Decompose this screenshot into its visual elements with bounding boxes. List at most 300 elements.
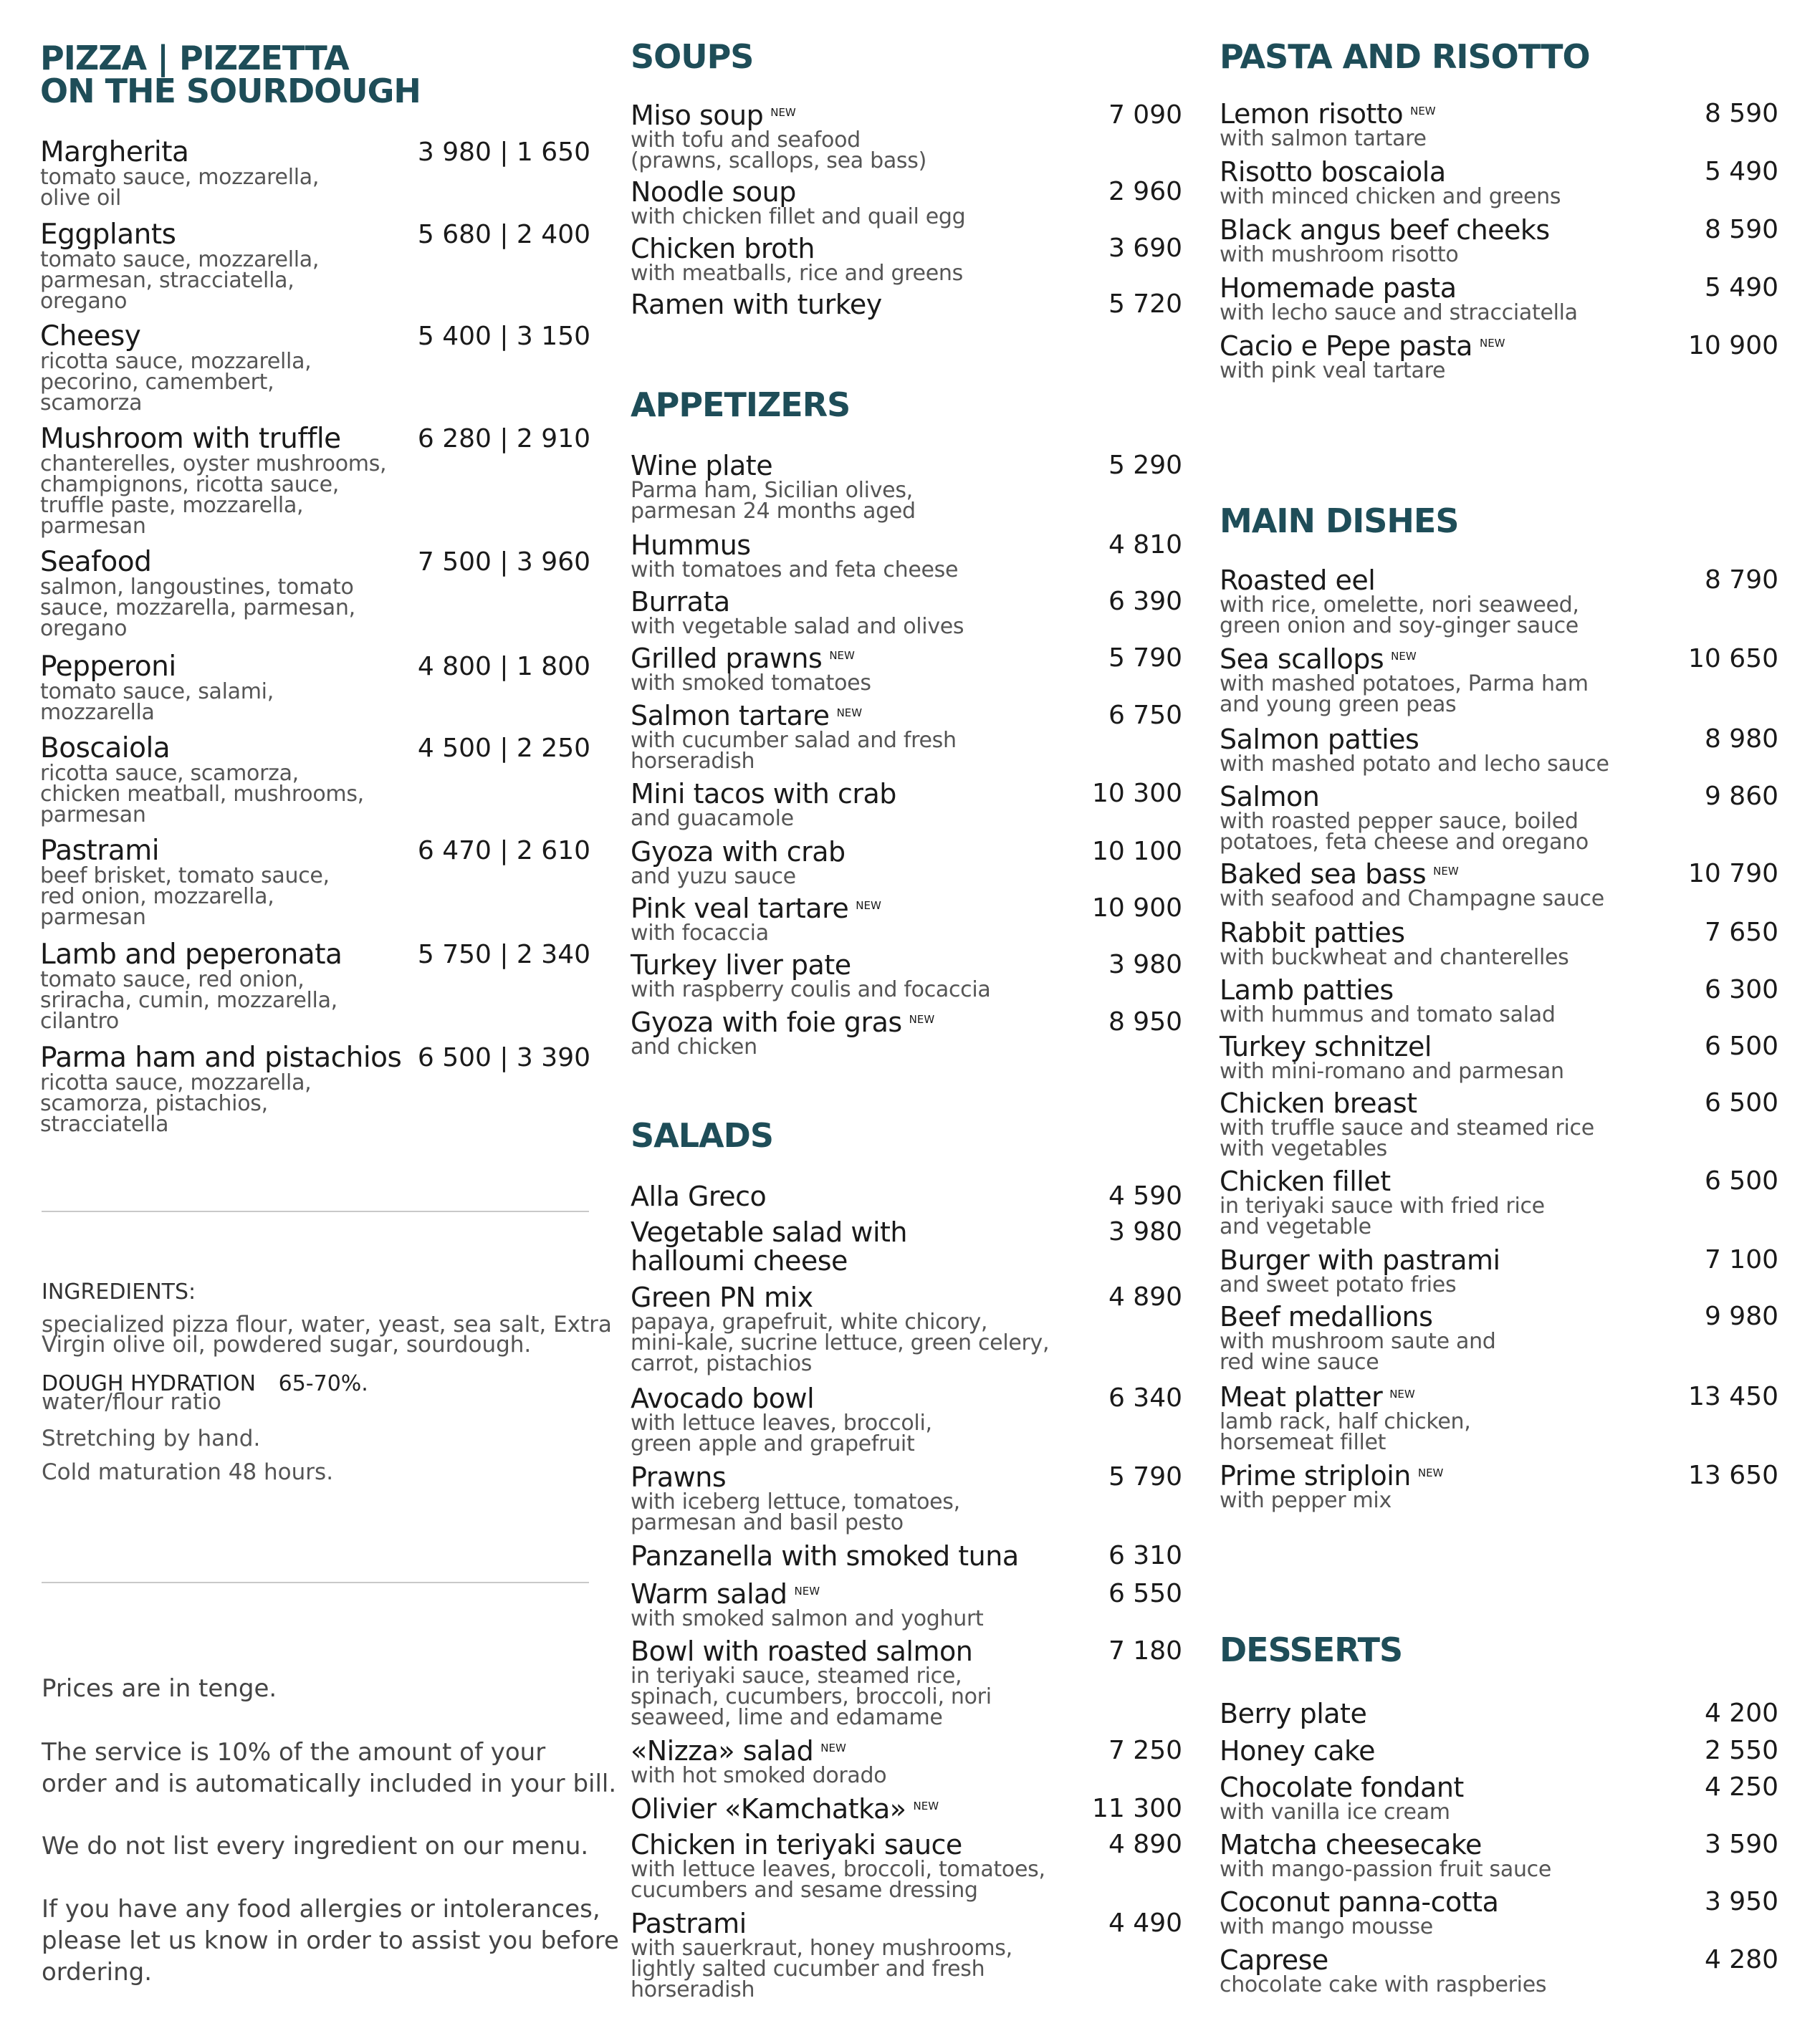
menu-item-chicken-broth [631, 234, 1182, 284]
item-name-text: Baked sea bass [1220, 858, 1427, 890]
item-name [1220, 1830, 1778, 1859]
item-name-text: Chicken breast [1220, 1087, 1417, 1119]
menu-item-turkey-liver-pate [631, 951, 1182, 1000]
menu-item-lamb-and-peperonata [40, 938, 590, 1034]
item-description: ricotta sauce, scamorza, [40, 761, 299, 786]
item-name-text: Caprese [1220, 1944, 1328, 1976]
item-name-text: Margherita [40, 136, 189, 168]
item-name [631, 1283, 1182, 1312]
item-description: chanterelles, oyster mushrooms, [40, 451, 387, 476]
menu-item-baked-sea-bass [1220, 860, 1778, 909]
menu-item-seafood [40, 548, 590, 639]
item-name-text: Alla Greco [631, 1181, 767, 1212]
item-name [631, 1008, 1182, 1037]
item-name-text: Gyoza with foie gras [631, 1007, 902, 1038]
item-description: horseradish [631, 749, 755, 774]
item-description: with vanilla ice cream [1220, 1800, 1450, 1825]
item-description: horsemeat fillet [1220, 1430, 1386, 1455]
item-price: 5 750 | 2 340 [417, 940, 590, 969]
item-description: with raspberry coulis and focaccia [631, 977, 991, 1002]
item-name-text: Turkey schnitzel [1220, 1031, 1432, 1062]
item-price: 10 100 [1092, 837, 1182, 866]
item-description: ricotta sauce, mozzarella, [40, 349, 312, 374]
menu-item-caprese [1220, 1946, 1778, 1995]
item-price: 11 300 [1092, 1794, 1182, 1823]
item-name-text: Prawns [631, 1461, 727, 1493]
item-description: and young green peas [1220, 692, 1457, 717]
item-description: horseradish [631, 1977, 755, 2002]
item-name-text: Grilled prawns [631, 643, 823, 674]
item-name [631, 1580, 1182, 1608]
item-price: 4 250 [1704, 1772, 1778, 1802]
item-price: 10 650 [1688, 644, 1778, 673]
item-name [631, 1182, 1182, 1211]
item-price: 10 900 [1092, 893, 1182, 923]
menu-item-alla-greco [631, 1182, 1182, 1211]
menu-item-grilled-prawns [631, 643, 1182, 696]
item-name-text: Chicken in teriyaki sauce [631, 1829, 962, 1860]
item-name [631, 587, 1182, 616]
menu-item-panzanella-with-smoked-tuna [631, 1542, 1182, 1570]
menu-item-beef-medallions [1220, 1302, 1778, 1373]
item-name [1220, 1946, 1778, 1974]
menu-item-green-pn-mix [631, 1283, 1182, 1374]
menu-item-eggplants [40, 221, 590, 312]
item-name [631, 1463, 1182, 1492]
menu-item-mushroom-with-truffle [40, 425, 590, 537]
menu-item-olivier-kamchatka [631, 1795, 1182, 1823]
item-name-text: Seafood [40, 546, 152, 578]
item-description: with mango-passion fruit sauce [1220, 1857, 1552, 1882]
menu-item-pepperoni [40, 650, 590, 725]
hydration-note: water/flour ratio [42, 1389, 221, 1415]
item-description: seaweed, lime and edamame [631, 1705, 943, 1730]
item-description: with rice, omelette, nori seaweed, [1220, 592, 1579, 618]
item-price: 5 790 [1108, 643, 1182, 673]
item-description: with mini-romano and parmesan [1220, 1059, 1564, 1084]
item-name-text: Roasted eel [1220, 565, 1376, 596]
item-description: with mushroom risotto [1220, 242, 1459, 267]
item-price: 4 200 [1704, 1699, 1778, 1728]
menu-item-rabbit-patties [1220, 918, 1778, 968]
item-description: and sweet potato fries [1220, 1272, 1457, 1297]
item-price: 5 680 | 2 400 [417, 220, 590, 249]
item-price: 4 280 [1704, 1945, 1778, 1974]
item-name-text: Miso soup [631, 100, 764, 131]
item-description: olive oil [40, 186, 122, 211]
item-description: with lettuce leaves, broccoli, [631, 1411, 932, 1436]
menu-item-risotto-boscaiola [1220, 158, 1778, 207]
item-name [1220, 158, 1778, 186]
item-price: 3 980 [1108, 1217, 1182, 1247]
menu-item-gyoza-with-crab [631, 837, 1182, 887]
mains-title: MAIN DISHES [1220, 501, 1459, 540]
item-description: spinach, cucumbers, broccoli, nori [631, 1684, 992, 1709]
item-name [1220, 1246, 1778, 1274]
item-name-text: Pastrami [631, 1908, 747, 1939]
item-name-text: Eggplants [40, 219, 176, 251]
menu-item-homemade-pasta [1220, 274, 1778, 323]
item-name-text: Risotto boscaiola [1220, 156, 1446, 188]
new-badge: NEW [1391, 650, 1417, 663]
item-name-text: Cacio e Pepe pasta [1220, 330, 1472, 362]
menu-item-black-angus-beef-cheeks [1220, 216, 1778, 265]
menu-item-noodle-soup [631, 178, 1182, 227]
item-name-text: Lamb patties [1220, 974, 1394, 1006]
item-description: carrot, pistachios [631, 1351, 813, 1376]
item-description: lightly salted cucumber and fresh [631, 1956, 985, 1982]
item-name-text: Panzanella with smoked tuna [631, 1540, 1019, 1572]
menu-item-meat-platter [1220, 1383, 1778, 1453]
new-badge: NEW [770, 106, 796, 119]
item-name-text: Pepperoni [40, 650, 176, 683]
item-description: with smoked tomatoes [631, 671, 871, 696]
item-description: lamb rack, half chicken, [1220, 1409, 1471, 1434]
item-price: 6 550 [1108, 1579, 1182, 1608]
menu-item-bowl-with-roasted-salmon [631, 1637, 1182, 1728]
item-price: 8 590 [1704, 215, 1778, 244]
ingredients-line2: Virgin olive oil, powdered sugar, sourdough. [42, 1332, 532, 1358]
item-name-text: Rabbit patties [1220, 917, 1405, 949]
item-name-text: Gyoza with crab [631, 836, 846, 868]
menu-item-chicken-in-teriyaki-sauce [631, 1830, 1182, 1901]
item-name-text: Avocado bowl [631, 1383, 815, 1414]
menu-item-parma-ham-and-pistachios [40, 1044, 590, 1135]
item-name [631, 178, 1182, 206]
menu-item-cheesy [40, 320, 590, 416]
menu-item-sea-scallops [1220, 645, 1778, 715]
menu-item-lamb-patties [1220, 976, 1778, 1025]
item-price: 6 500 [1704, 1088, 1778, 1118]
item-name [1220, 274, 1778, 302]
item-name [1220, 1302, 1778, 1331]
item-description: and vegetable [1220, 1214, 1371, 1239]
item-price: 3 690 [1108, 234, 1182, 263]
item-name-text: Hummus [631, 529, 751, 561]
item-description: parmesan [40, 802, 146, 827]
item-description: with cucumber salad and fresh [631, 728, 957, 753]
item-description: oregano [40, 616, 128, 641]
item-price: 6 750 [1108, 701, 1182, 730]
item-name [631, 101, 1182, 130]
item-price: 5 490 [1704, 273, 1778, 302]
menu-item-turkey-schnitzel [1220, 1032, 1778, 1082]
item-price: 2 960 [1108, 177, 1182, 206]
item-price: 6 340 [1108, 1383, 1182, 1413]
item-description: oregano [40, 289, 128, 314]
item-name-text: Burrata [631, 586, 730, 618]
item-name [1220, 976, 1778, 1004]
item-name [631, 1909, 1182, 1938]
item-name-text: Salmon [1220, 781, 1320, 812]
item-description: sauce, mozzarella, parmesan, [40, 595, 355, 620]
item-price: 6 300 [1704, 975, 1778, 1004]
item-price: 2 550 [1704, 1736, 1778, 1765]
item-description: with seafood and Champagne sauce [1220, 886, 1604, 911]
item-price: 4 890 [1108, 1282, 1182, 1312]
item-description: stracciatella [40, 1112, 169, 1137]
item-description: green apple and grapefruit [631, 1431, 915, 1456]
menu-item-roasted-eel [1220, 566, 1778, 636]
item-name-text: Lemon risotto [1220, 98, 1404, 130]
item-description: with hot smoked dorado [631, 1763, 887, 1788]
item-price: 13 650 [1688, 1461, 1778, 1490]
salads-title: SALADS [631, 1116, 773, 1155]
item-name-text: Beef medallions [1220, 1301, 1433, 1333]
allergy-note-line2: please let us know in order to assist you before [42, 1926, 619, 1955]
menu-item-margherita [40, 136, 590, 211]
item-description: and guacamole [631, 806, 794, 831]
item-price: 7 250 [1108, 1736, 1182, 1765]
pasta-title: PASTA AND RISOTTO [1220, 37, 1590, 76]
item-name-text: Burger with pastrami [1220, 1244, 1500, 1276]
item-name-text: Warm salad [631, 1578, 787, 1610]
item-name-text: Mini tacos with crab [631, 778, 896, 810]
item-description: with chicken fillet and quail egg [631, 204, 966, 229]
item-name-text: Berry plate [1220, 1698, 1367, 1729]
item-description: tomato sauce, salami, [40, 679, 274, 704]
new-badge: NEW [1410, 105, 1436, 117]
item-description: with sauerkraut, honey mushrooms, [631, 1936, 1012, 1961]
item-description: papaya, grapefruit, white chicory, [631, 1310, 988, 1335]
item-price: 10 790 [1688, 859, 1778, 888]
new-badge: NEW [820, 1742, 846, 1754]
item-price: 4 490 [1108, 1908, 1182, 1938]
item-name [631, 701, 1182, 730]
item-price: 13 450 [1688, 1382, 1778, 1411]
item-description: with hummus and tomato salad [1220, 1002, 1556, 1027]
item-description: sriracha, cumin, mozzarella, [40, 988, 337, 1013]
item-price: 10 300 [1092, 779, 1182, 808]
item-name [1220, 1032, 1778, 1061]
stretching-text: Stretching by hand. [42, 1426, 261, 1451]
item-name [631, 1218, 1182, 1247]
item-description: with lecho sauce and stracciatella [1220, 300, 1578, 325]
item-description: potatoes, feta cheese and oregano [1220, 830, 1589, 855]
service-note-line2: order and is automatically included in your bill. [42, 1770, 617, 1798]
item-price: 6 500 [1704, 1032, 1778, 1061]
item-description: scamorza [40, 390, 143, 416]
item-name [1220, 1773, 1778, 1802]
item-description: cilantro [40, 1009, 119, 1034]
item-price: 8 950 [1108, 1007, 1182, 1037]
item-price: 7 500 | 3 960 [417, 547, 590, 577]
item-name-text: Parma ham and pistachios [40, 1042, 402, 1074]
item-price: 6 310 [1108, 1541, 1182, 1570]
divider-bottom [42, 1582, 589, 1583]
item-description: parmesan [40, 905, 146, 930]
item-description: in teriyaki sauce, steamed rice, [631, 1663, 962, 1689]
item-price: 4 800 | 1 800 [417, 652, 590, 681]
item-description: salmon, langoustines, tomato [40, 575, 354, 600]
menu-item-hummus [631, 531, 1182, 580]
new-badge: NEW [1389, 1388, 1415, 1401]
item-description: parmesan and basil pesto [631, 1510, 904, 1535]
menu-item-prawns [631, 1463, 1182, 1533]
item-price: 3 980 [1108, 950, 1182, 979]
item-name [1220, 1167, 1778, 1196]
item-name [1220, 725, 1778, 754]
new-badge: NEW [1479, 337, 1505, 350]
item-name [631, 951, 1182, 979]
menu-item-warm-salad [631, 1580, 1182, 1629]
new-badge: NEW [856, 899, 881, 912]
item-description: red wine sauce [1220, 1350, 1379, 1375]
allergy-note-line1: If you have any food allergies or intolerances, [42, 1895, 600, 1924]
menu-item-chicken-breast [1220, 1089, 1778, 1159]
item-name-text: Chocolate fondant [1220, 1772, 1464, 1803]
divider-top [42, 1211, 589, 1212]
item-description: chocolate cake with raspberies [1220, 1972, 1547, 1997]
menu-item-burger-with-pastrami [1220, 1246, 1778, 1295]
item-description: green onion and soy-ginger sauce [1220, 613, 1579, 638]
menu-item-burrata [631, 587, 1182, 637]
item-price: 6 390 [1108, 587, 1182, 616]
item-description: with salmon tartare [1220, 126, 1427, 151]
menu-item-wine-plate [631, 451, 1182, 522]
new-badge: NEW [1417, 1466, 1444, 1479]
item-name [631, 531, 1182, 560]
item-price: 6 500 | 3 390 [417, 1043, 590, 1072]
item-description: mini-kale, sucrine lettuce, green celery, [631, 1330, 1050, 1355]
item-price: 8 790 [1704, 565, 1778, 595]
item-price: 7 100 [1704, 1245, 1778, 1274]
new-badge: NEW [794, 1585, 820, 1598]
item-description: with mango mousse [1220, 1914, 1433, 1939]
item-name-text: Chicken broth [631, 233, 815, 264]
item-name [1220, 918, 1778, 947]
allergy-note-line3: ordering. [42, 1958, 153, 1987]
item-name-text: Wine plate [631, 450, 773, 481]
desserts-title: DESSERTS [1220, 1631, 1403, 1669]
item-price: 4 590 [1108, 1181, 1182, 1211]
item-description: truffle paste, mozzarella, [40, 493, 304, 518]
item-name [631, 1637, 1182, 1666]
item-description: tomato sauce, mozzarella, [40, 247, 320, 272]
item-price: 7 090 [1108, 100, 1182, 130]
item-name [631, 290, 1182, 319]
item-price: 7 180 [1108, 1636, 1182, 1666]
item-name-text: Lamb and peperonata [40, 938, 343, 971]
item-name-text: Meat platter [1220, 1381, 1383, 1413]
menu-item-honey-cake [1220, 1737, 1778, 1765]
item-description: tomato sauce, red onion, [40, 967, 305, 992]
item-description: parmesan [40, 514, 146, 539]
item-description: beef brisket, tomato sauce, [40, 863, 330, 888]
item-name-text: Pink veal tartare [631, 893, 849, 924]
item-description: chicken meatball, mushrooms, [40, 782, 364, 807]
item-price: 5 720 [1108, 289, 1182, 319]
ingredients-heading: INGREDIENTS: [42, 1279, 196, 1305]
item-name [631, 234, 1182, 263]
ingredients-note: We do not list every ingredient on our menu. [42, 1832, 589, 1860]
menu-item-salmon-tartare [631, 701, 1182, 772]
menu-item-chocolate-fondant [1220, 1773, 1778, 1823]
item-price: 3 590 [1704, 1830, 1778, 1859]
pizza-title [40, 39, 421, 110]
item-name [631, 1384, 1182, 1413]
item-name [1220, 1699, 1778, 1728]
item-name-text: Noodle soup [631, 176, 796, 208]
item-name-text: Pastrami [40, 835, 160, 867]
item-description: scamorza, pistachios, [40, 1091, 268, 1116]
item-name-text: Ramen with turkey [631, 289, 882, 320]
item-description: Parma ham, Sicilian olives, [631, 478, 913, 503]
menu-item-avocado-bowl [631, 1384, 1182, 1454]
item-description: cucumbers and sesame dressing [631, 1878, 978, 1903]
item-price: 10 900 [1688, 331, 1778, 360]
item-description: with vegetable salad and olives [631, 614, 964, 639]
item-name-text: Sea scallops [1220, 643, 1384, 675]
currency-note: Prices are in tenge. [42, 1674, 277, 1703]
item-name-text: Cheesy [40, 320, 141, 352]
item-name-text: Black angus beef cheeks [1220, 214, 1550, 246]
menu-item-matcha-cheesecake [1220, 1830, 1778, 1880]
menu-item-lemon-risotto [1220, 100, 1778, 149]
item-description: with mashed potatoes, Parma ham [1220, 671, 1589, 696]
pizza-title-line2: ON THE SOURDOUGH [40, 72, 421, 110]
item-name [631, 1830, 1182, 1859]
item-name-text: Turkey liver pate [631, 949, 851, 981]
item-description: with tofu and seafood [631, 128, 861, 153]
item-name-text: Homemade pasta [1220, 272, 1457, 304]
menu-item-ramen-with-turkey [631, 290, 1182, 319]
item-name [1220, 1089, 1778, 1118]
item-name-text: Green PN mix [631, 1282, 813, 1313]
new-badge: NEW [836, 706, 863, 719]
item-description: with pepper mix [1220, 1488, 1392, 1513]
item-name-text: Bowl with roasted salmon [631, 1636, 973, 1667]
item-name-text: Olivier «Kamchatka» [631, 1793, 906, 1825]
item-name [631, 451, 1182, 480]
item-description: ricotta sauce, mozzarella, [40, 1070, 312, 1095]
item-description: tomato sauce, mozzarella, [40, 165, 320, 190]
item-description: in teriyaki sauce with fried rice [1220, 1194, 1545, 1219]
hydration-label: DOUGH HYDRATION [42, 1371, 257, 1396]
item-price: 5 790 [1108, 1462, 1182, 1492]
item-description: and chicken [631, 1034, 757, 1060]
item-name-text: Salmon patties [1220, 724, 1419, 755]
item-description: with roasted pepper sauce, boiled [1220, 809, 1579, 834]
item-name [1220, 1888, 1778, 1916]
item-description: parmesan 24 months aged [631, 499, 916, 524]
menu-item-boscaiola [40, 734, 590, 825]
item-price: 7 650 [1704, 918, 1778, 947]
menu-item-vegetable-salad-with [631, 1218, 1182, 1275]
item-description: champignons, ricotta sauce, [40, 472, 339, 497]
item-description: with iceberg lettuce, tomatoes, [631, 1489, 960, 1514]
menu-item-pink-veal-tartare [631, 894, 1182, 944]
menu-item-salmon-patties [1220, 724, 1778, 777]
item-description: with lettuce leaves, broccoli, tomatoes, [631, 1857, 1045, 1882]
item-description: with truffle sauce and steamed rice [1220, 1115, 1594, 1141]
item-description: with pink veal tartare [1220, 358, 1446, 383]
appetizers-title: APPETIZERS [631, 385, 851, 424]
ingredients-line1: specialized pizza flour, water, yeast, sea salt, Extra [42, 1312, 612, 1338]
item-price: 5 290 [1108, 451, 1182, 480]
item-name [631, 1542, 1182, 1570]
new-badge: NEW [913, 1800, 939, 1812]
item-name-text: Salmon tartare [631, 700, 830, 731]
item-name-text: Matcha cheesecake [1220, 1829, 1482, 1860]
item-description: with meatballs, rice and greens [631, 261, 963, 286]
menu-item-nizza-salad [631, 1737, 1182, 1786]
item-price: 6 500 [1704, 1166, 1778, 1196]
item-price: 6 280 | 2 910 [417, 424, 590, 453]
menu-item-miso-soup [631, 101, 1182, 171]
item-description: with mashed potato and lecho sauce [1220, 752, 1609, 777]
item-name-text: Coconut panna-cotta [1220, 1886, 1499, 1918]
